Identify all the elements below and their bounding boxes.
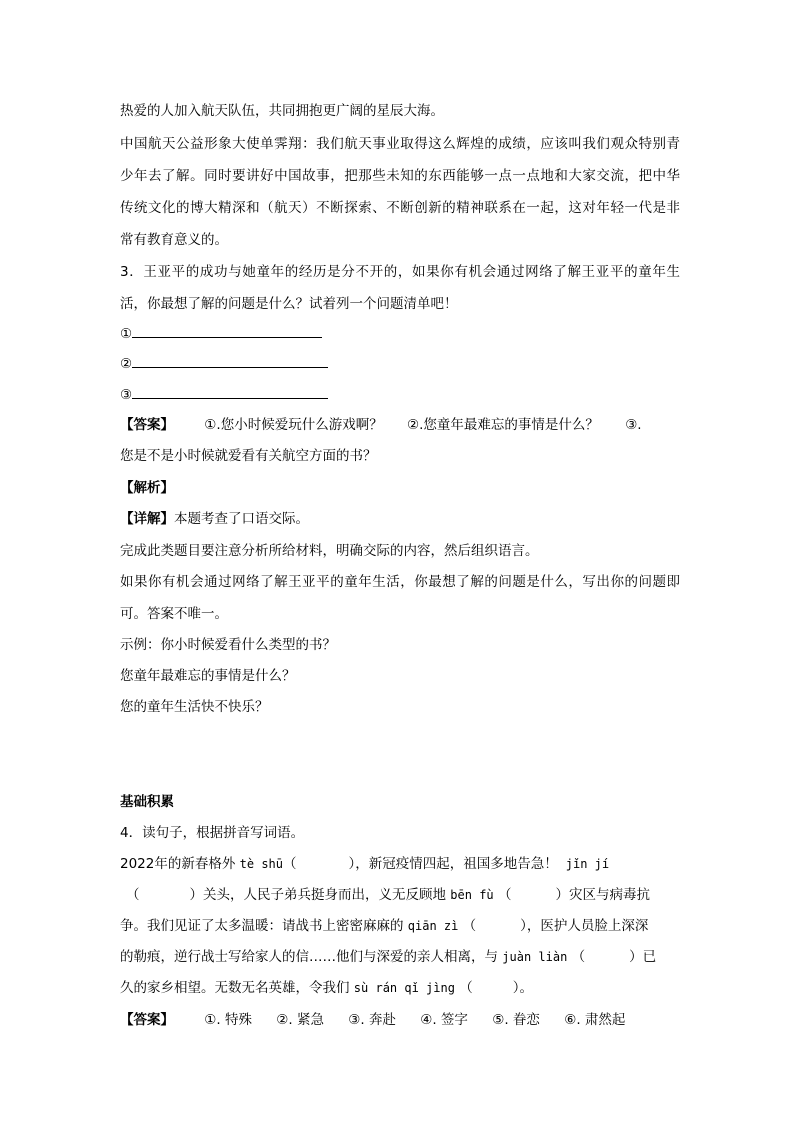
answer-line: 您是不是小时候就爱看有关航空方面的书？ (120, 448, 377, 464)
explanation-line: 完成此类题目要注意分析所给材料，明确交际的内容，然后组织语言。 (120, 543, 539, 559)
question-4-line: （ ）关头，人民子弟兵挺身而出，义无反顾地 bēn fù （ ）灾区与病毒抗 (126, 887, 650, 903)
explanation-line: 示例：你小时候爱看什么类型的书？ (120, 637, 336, 653)
section-title: 基础积累 (120, 794, 174, 810)
pinyin: juàn liàn (502, 950, 568, 964)
answer-tag: 【答案】 (120, 1012, 174, 1028)
explanation-line: 您童年最难忘的事情是什么？ (120, 668, 296, 684)
answer-row-q4 (120, 1010, 680, 1030)
detail-text: 本题考查了口语交际。 (174, 511, 309, 527)
answer-row (120, 415, 680, 435)
answer-item: ③. (625, 417, 642, 433)
paragraph-line: 少年去了解。同时要讲好中国故事，把那些未知的东西能够一点一点地和大家交流，把中华 (120, 168, 680, 184)
answer-item: ①.您小时候爱玩什么游戏啊？ (204, 417, 383, 433)
blank-mark: ③ (120, 387, 133, 403)
pinyin: bēn fù (450, 888, 494, 902)
question-3-line: 3．王亚平的成功与她童年的经历是分不开的，如果你有机会通过网络了解王亚平的童年生 (120, 264, 680, 280)
paragraph-line: 传统文化的博大精深和（航天）不断探索、不断创新的精神联系在一起，这对年轻一代是非 (120, 200, 680, 216)
explanation-line: 可。答案不唯一。 (120, 606, 228, 622)
question-4-line: 的勒痕，逆行战士写给家人的信……他们与深爱的亲人相离，与 juàn liàn （ ）已 (120, 949, 657, 965)
paragraph-line: 常有教育意义的。 (120, 232, 228, 248)
question-3-line: 活，你最想了解的问题是什么？试着列一个问题清单吧！ (120, 296, 458, 312)
pinyin: sù rán qǐ jìng (353, 981, 455, 995)
detail-tag: 【详解】 (120, 511, 174, 527)
detail-row (120, 509, 680, 529)
pinyin: qiān zì (407, 919, 459, 933)
answer-blank-1[interactable] (120, 323, 680, 344)
blank-mark: ② (120, 356, 133, 372)
blank-line[interactable] (132, 353, 328, 368)
explanation-line: 如果你有机会通过网络了解王亚平的童年生活，你最想了解的问题是什么，写出你的问题即 (120, 574, 680, 590)
paragraph-intro: 热爱的人加入航天队伍，共同拥抱更广阔的星辰大海。 (120, 103, 444, 119)
question-4-line: 2022年的新春格外 tè shū（ ），新冠疫情四起，祖国多地告急！ jǐn jí (120, 856, 610, 872)
answer-blank-2[interactable] (120, 353, 680, 374)
pinyin: jǐn jí (565, 857, 610, 871)
pinyin: tè shū (239, 857, 284, 871)
answer-item: ④. 签字 (420, 1012, 468, 1028)
answer-item: ①. 特殊 (204, 1012, 252, 1028)
answer-item: ②.您童年最难忘的事情是什么？ (407, 417, 599, 433)
question-4-line: 争。我们见证了太多温暖：请战书上密密麻麻的 qiān zì （ ），医护人员脸上深深 (120, 918, 649, 934)
blank-line[interactable] (132, 323, 322, 338)
answer-item: ②. 紧急 (276, 1012, 324, 1028)
explanation-line: 您的童年生活快不快乐？ (120, 699, 269, 715)
answer-item: ⑤. 眷恋 (492, 1012, 540, 1028)
blank-mark: ① (120, 326, 133, 342)
paragraph-line: 中国航天公益形象大使单霁翔：我们航天事业取得这么辉煌的成绩，应该叫我们观众特别青 (120, 136, 680, 152)
answer-item: ⑥. 肃然起 (564, 1012, 626, 1028)
answer-item: ③. 奔赴 (348, 1012, 396, 1028)
analysis-tag: 【解析】 (120, 480, 174, 496)
question-4-line: 久的家乡相望。无数无名英雄，令我们 sù rán qǐ jìng （ ）。 (120, 980, 533, 996)
blank-line[interactable] (132, 384, 328, 399)
question-4-title: 4．读句子，根据拼音写词语。 (120, 825, 305, 841)
answer-blank-3[interactable] (120, 384, 680, 405)
answer-tag: 【答案】 (120, 417, 174, 433)
